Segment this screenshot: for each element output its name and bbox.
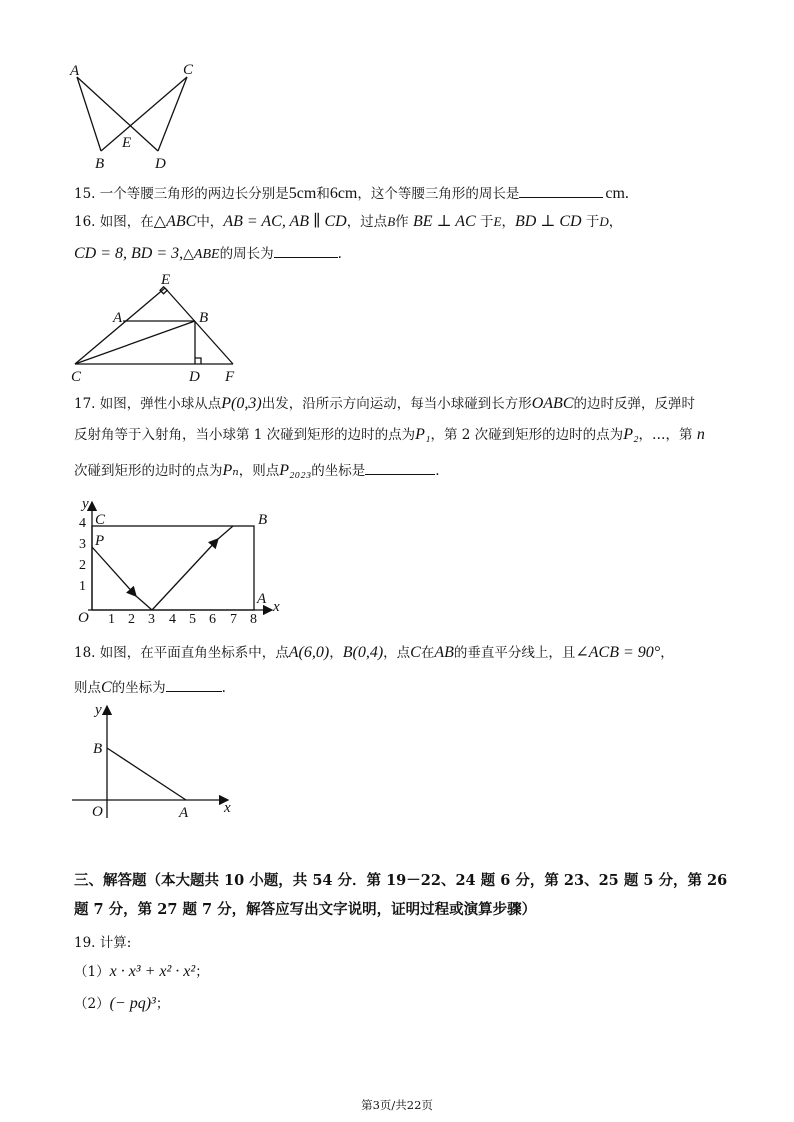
semicolon: ； <box>155 996 170 1012</box>
bd-perp-cd: BD ⊥ CD <box>514 213 582 230</box>
y-tick-4: 4 <box>79 516 86 531</box>
path-down <box>92 547 136 596</box>
point-b04: B(0,4) <box>342 644 384 661</box>
label-p: P <box>95 533 105 549</box>
label-o: O <box>78 610 89 626</box>
period: . <box>337 246 342 262</box>
label-y: y <box>95 702 102 718</box>
point-pn: Pₙ <box>222 462 239 479</box>
question-19 <box>74 934 131 952</box>
text: 于 <box>479 214 494 230</box>
label-a: A <box>179 805 189 821</box>
value-5cm: 5cm <box>288 185 317 202</box>
x-tick-4: 4 <box>169 612 176 627</box>
question-number: 16. <box>74 214 96 230</box>
label-e: E <box>161 272 171 288</box>
label-c: C <box>95 512 106 528</box>
point-p1: P₁ <box>415 426 431 443</box>
separator: ， <box>329 645 343 661</box>
x-tick-8: 8 <box>250 612 257 627</box>
label-y: y <box>82 496 89 512</box>
x-tick-1: 1 <box>108 612 115 627</box>
page-footer: 第3页/共22页 <box>361 1098 433 1112</box>
question-18-line-2 <box>74 677 226 697</box>
conjunction: 和 <box>316 186 330 202</box>
y-tick-1: 1 <box>79 579 86 594</box>
text: ，第 2 次碰到矩形的边时的点为 <box>430 427 624 443</box>
question-text: 一个等腰三角形的两边长分别是 <box>99 186 289 202</box>
segment-ab: AB <box>434 644 454 661</box>
answer-blank[interactable] <box>274 243 338 258</box>
label-f: F <box>225 369 235 385</box>
question-number: 15. <box>74 186 96 202</box>
figure-18 <box>66 700 246 822</box>
text: 的边时反弹，反弹时 <box>573 396 695 412</box>
text: 反射角等于入射角，当小球第 1 次碰到矩形的边时的点为 <box>74 427 416 443</box>
segment-cd <box>158 77 187 151</box>
answer-blank[interactable] <box>365 460 435 475</box>
path-up-end <box>218 526 233 539</box>
text: ，过点 <box>346 214 388 230</box>
be-perp-ac: BE ⊥ AC <box>412 213 476 230</box>
label-c: C <box>71 369 82 385</box>
question-text-2: ，这个等腰三角形的周长是 <box>357 186 520 202</box>
point-e: E <box>493 214 502 229</box>
text: 则点 <box>74 680 101 696</box>
text: 在 <box>420 645 435 661</box>
answer-blank[interactable] <box>519 183 603 198</box>
section-header-line-2: 题 7 分，第 27 题 7 分，解答应写出文字说明，证明过程或演算步骤） <box>74 901 537 918</box>
text: 的坐标为 <box>111 680 166 696</box>
given-values: CD = 8, BD = 3, <box>74 245 184 262</box>
x-tick-6: 6 <box>209 612 216 627</box>
point-b: B <box>387 214 396 229</box>
question-17-line-2 <box>74 426 705 444</box>
text: ，则点 <box>238 463 280 479</box>
text: ， <box>501 214 515 230</box>
rectangle-oabc <box>92 526 254 610</box>
triangle-abc: △ABC <box>153 213 197 230</box>
text: 作 <box>395 214 409 230</box>
text: 的周长为 <box>219 246 274 262</box>
label-x: x <box>273 599 280 615</box>
label-d: D <box>155 156 166 172</box>
question-19-part-1 <box>74 963 209 981</box>
segment-cb <box>101 77 187 151</box>
label-o: O <box>92 804 103 820</box>
question-text: 计算: <box>99 935 132 951</box>
segment-ce <box>75 288 165 364</box>
point-d: D <box>599 214 609 229</box>
question-19-part-2 <box>74 995 169 1013</box>
triangle-abe: △ABE <box>183 247 220 262</box>
segment-cb <box>75 321 195 364</box>
point-p2: P₂ <box>623 426 639 443</box>
question-number: 17. <box>74 396 96 412</box>
text: 的坐标是 <box>311 463 366 479</box>
expression-1: x · x³ + x² · x² <box>109 963 196 980</box>
text: 如图，弹性小球从点 <box>99 396 222 412</box>
part-label: （2） <box>74 996 110 1012</box>
label-b: B <box>258 512 268 528</box>
question-17-line-1 <box>74 395 695 413</box>
segment-ef <box>165 288 233 364</box>
label-b: B <box>93 741 103 757</box>
period: . <box>624 185 629 202</box>
label-c: C <box>183 62 194 78</box>
condition: AB = AC, AB ∥ CD <box>223 213 347 230</box>
text: ，点 <box>383 645 411 661</box>
figure-16 <box>65 268 250 386</box>
question-number: 19. <box>74 935 96 951</box>
label-b: B <box>199 310 209 326</box>
right-angle-mark-d <box>195 358 201 364</box>
question-15 <box>74 183 629 203</box>
section-3-header <box>74 866 727 924</box>
figure-17 <box>70 494 290 629</box>
expression-2: (− pq)³ <box>109 995 156 1012</box>
text: ，…，第 <box>638 427 693 443</box>
rectangle-oabc: OABC <box>531 395 574 412</box>
label-a: A <box>113 310 123 326</box>
period: . <box>435 463 440 479</box>
x-tick-7: 7 <box>230 612 237 627</box>
value-6cm: 6cm <box>329 185 358 202</box>
y-tick-2: 2 <box>79 558 86 573</box>
variable-n: n <box>696 426 705 443</box>
figure-crossed-triangles <box>60 55 210 175</box>
label-x: x <box>224 800 231 816</box>
semicolon: ； <box>195 964 209 980</box>
section-header-line-1: 三、解答题（本大题共 10 小题，共 54 分．第 19－22、24 题 6 分，第 23、25 题 5 分，第 26 <box>74 872 728 889</box>
segment-ab <box>107 748 186 800</box>
part-label: （1） <box>74 964 110 980</box>
text: 次碰到矩形的边时的点为 <box>74 463 223 479</box>
x-tick-3: 3 <box>148 612 155 627</box>
question-18-line-1 <box>74 644 674 662</box>
label-d: D <box>189 369 200 385</box>
label-b: B <box>95 156 105 172</box>
x-tick-5: 5 <box>189 612 196 627</box>
point-p2023: P₂₀₂₃ <box>279 462 312 479</box>
period: . <box>221 680 226 696</box>
label-e: E <box>122 135 132 151</box>
question-17-line-3 <box>74 460 440 480</box>
text: 如图，在 <box>99 214 154 230</box>
label-a: A <box>257 591 267 607</box>
point-c: C <box>101 679 112 696</box>
label-a: A <box>70 63 80 79</box>
question-16-line-2 <box>74 243 342 264</box>
text: 如图，在平面直角坐标系中，点 <box>99 645 289 661</box>
text: 出发，沿所示方向运动，每当小球碰到长方形 <box>261 396 532 412</box>
question-16-line-1 <box>74 213 622 231</box>
point-a60: A(6,0) <box>288 644 330 661</box>
answer-blank[interactable] <box>166 677 222 692</box>
text: 于 <box>585 214 600 230</box>
text: 的垂直平分线上，且 <box>453 645 576 661</box>
text: 中， <box>196 214 224 230</box>
x-tick-2: 2 <box>128 612 135 627</box>
question-number: 18. <box>74 645 96 661</box>
path-up <box>152 539 218 610</box>
text: ， <box>608 214 623 230</box>
point-p03: P(0,3) <box>221 395 262 412</box>
angle-acb: ∠ACB = 90° <box>575 644 661 661</box>
unit: cm <box>605 185 625 202</box>
text: ， <box>660 645 674 661</box>
path-down-end <box>136 596 152 610</box>
y-tick-3: 3 <box>79 537 86 552</box>
point-c: C <box>410 644 421 661</box>
